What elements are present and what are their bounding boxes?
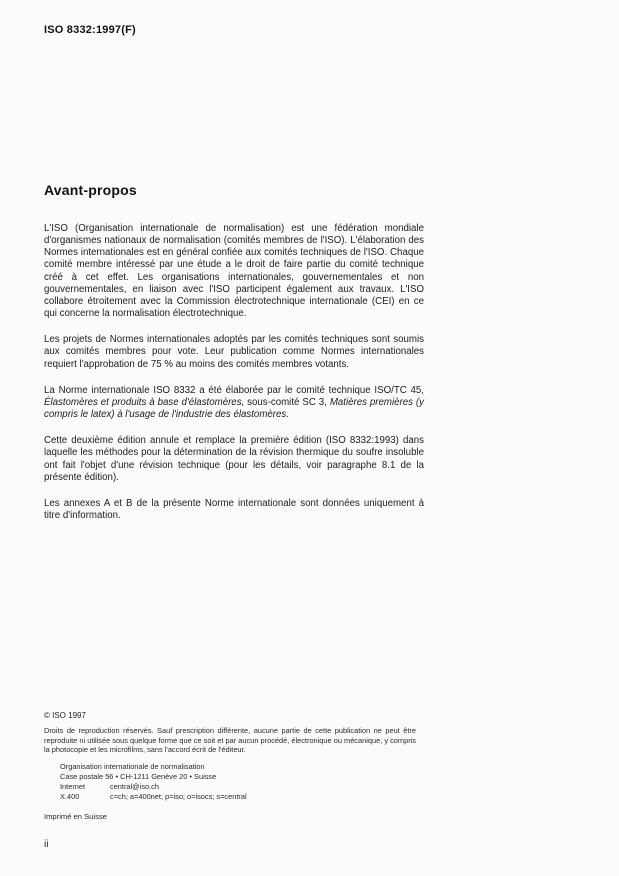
x400-address: c=ch; a=400net; p=iso; o=isocs; s=central: [110, 792, 247, 802]
foreword-paragraph-1: L'ISO (Organisation internationale de normalisation) est une fédération mondiale d'organismes nationaux de normalisation (comités membres de l'ISO). L'élaboration des Normes internationales est en général confiée aux comités techniques de l'ISO. Chaque comité membre intéressé par une étude a le droit de faire partie du comité technique créé à cet effet. Les organisations internationales, gouvernementales et non gouvernementales, en liaison avec l'ISO participent également aux travaux. L'ISO collabore étroitement avec la Commission électrotechnique internationale (CEI) en ce qui concerne la normalisation électrotechnique.: [44, 223, 424, 320]
foreword-section: [44, 182, 424, 536]
document-reference-header: ISO 8332:1997(F): [44, 24, 136, 36]
publisher-address-block: [60, 762, 427, 803]
x400-label: X.400: [60, 792, 80, 802]
internet-address: central@iso.ch: [110, 782, 159, 792]
foreword-paragraph-2: Les projets de Normes internationales adoptés par les comités techniques sont soumis aux comités membres pour vote. Leur publication comme Normes internationales requiert l'approbation de 75 % au moins des comités membres votants.: [44, 334, 424, 370]
committee-title-italic: Élastomères et produits à base d'élastomères,: [44, 396, 245, 408]
paragraph-3-text: La Norme internationale ISO 8332 a été élaborée par le comité technique ISO/TC 45,: [44, 384, 424, 396]
publisher-internet-line: [60, 782, 427, 792]
reproduction-rights-notice: Droits de reproduction réservés. Sauf prescription différente, aucune partie de cette publication ne peut être reproduite ni utilisée sous quelque forme que ce soit et par aucun procédé, électronique ou mécanique, y compris la photocopie et les microfilms, sans l'accord écrit de l'éditeur.: [44, 726, 416, 755]
publisher-name: Organisation internationale de normalisation: [60, 761, 205, 771]
page-number: ii: [44, 839, 49, 850]
internet-label: Internet: [60, 782, 86, 792]
copyright-notice: © ISO 1997: [44, 711, 86, 720]
foreword-paragraph-4: Cette deuxième édition annule et remplace la première édition (ISO 8332:1993) dans laquelle les méthodes pour la détermination de la révision thermique du soufre insoluble ont fait l'objet d'une révision technique (pour les détails, voir paragraphe 8.1 de la présente édition).: [44, 435, 424, 483]
publisher-x400-line: [60, 792, 427, 802]
paragraph-3-text: sous-comité SC 3,: [244, 396, 330, 408]
imprint-footer: [44, 711, 427, 821]
subcommittee-title-italic: Matières premières (y compris le latex) à l'usage de l'industrie des élastomères: [44, 396, 425, 421]
publisher-postal-address: Case postale 56 • CH-1211 Genève 20 • Suisse: [60, 771, 217, 781]
foreword-paragraph-3: [44, 385, 424, 421]
foreword-title: Avant-propos: [44, 182, 137, 198]
foreword-paragraph-5: Les annexes A et B de la présente Norme internationale sont données uniquement à titre d'information.: [44, 497, 424, 521]
paragraph-3-text: .: [286, 409, 289, 421]
printed-in-notice: Imprimé en Suisse: [44, 811, 107, 821]
